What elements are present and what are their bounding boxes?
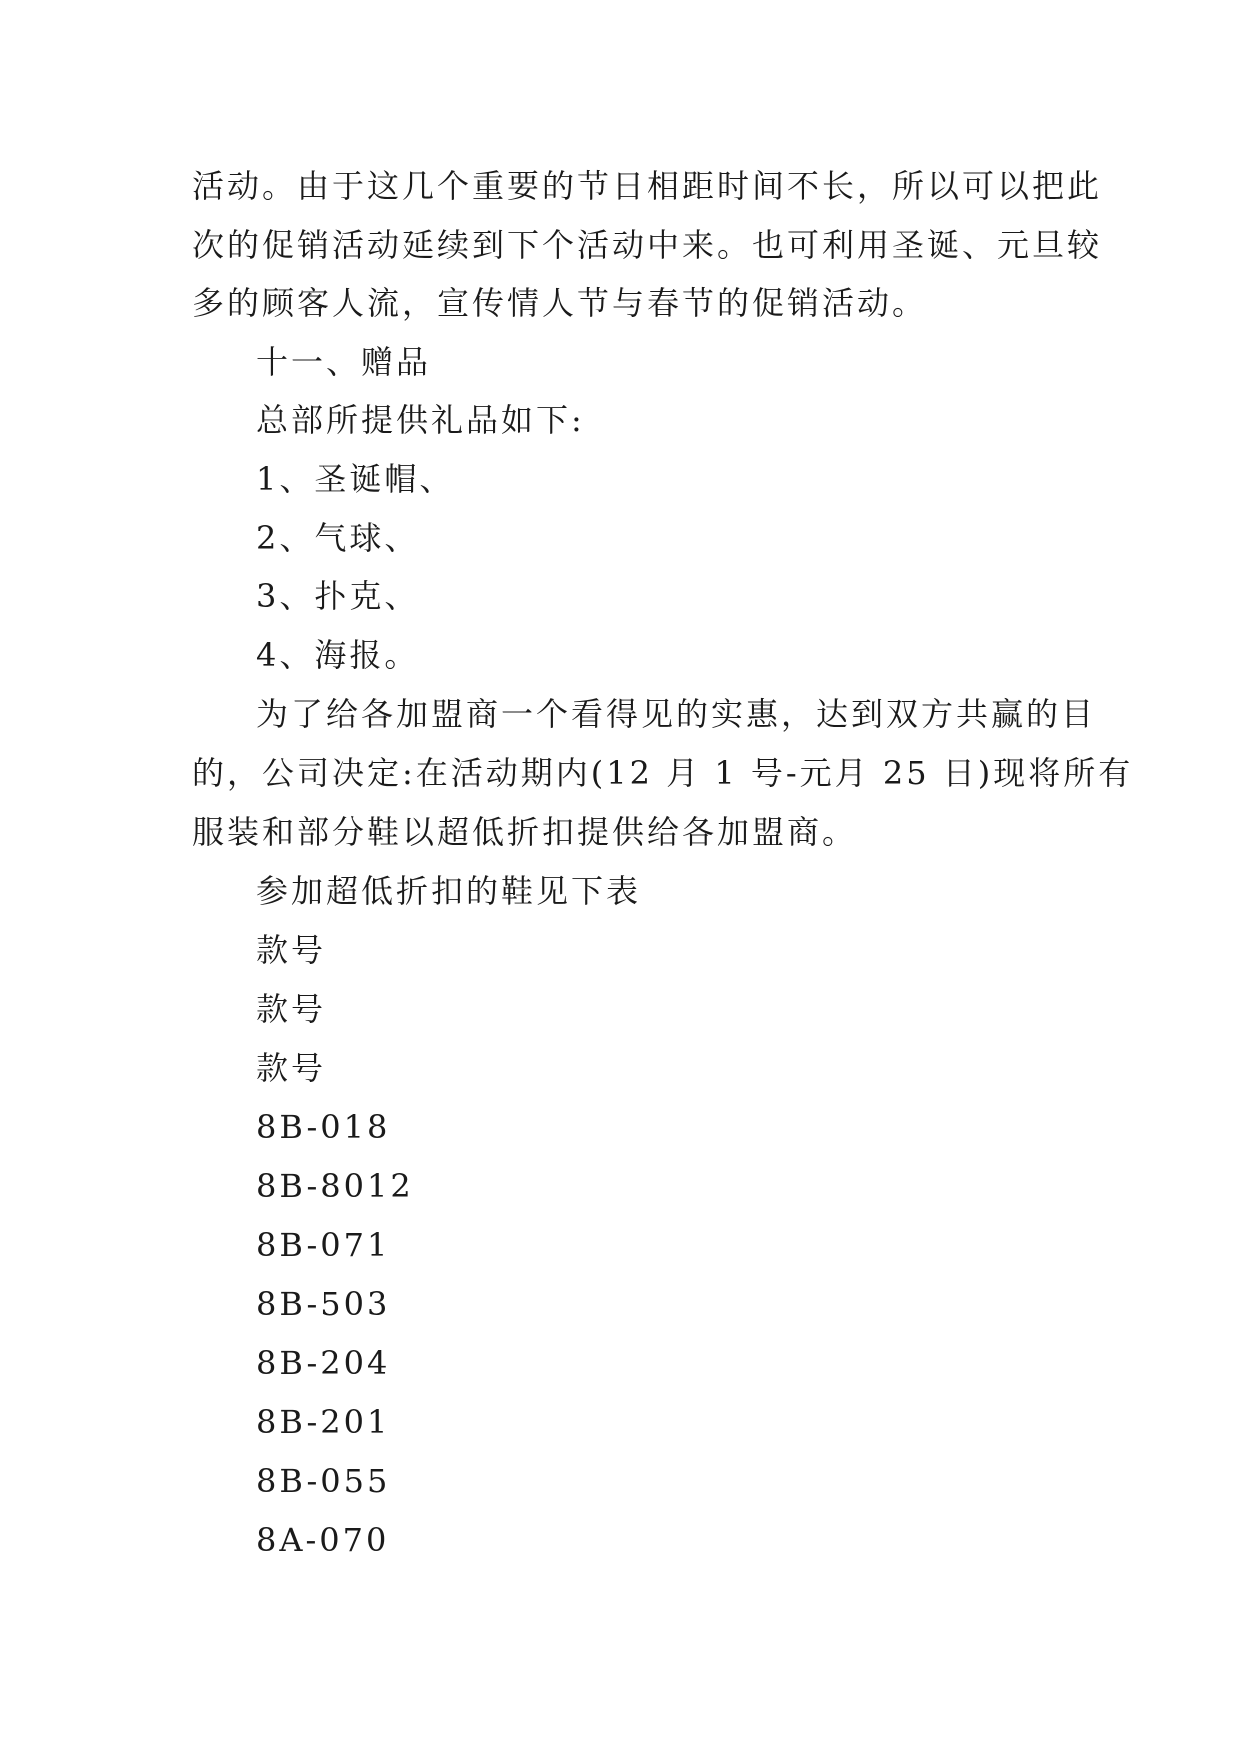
discount-paragraph-line: 服装和部分鞋以超低折扣提供给各加盟商。 xyxy=(192,813,858,851)
gift-list-item: 1、圣诞帽、 xyxy=(256,460,455,498)
discount-paragraph-line: 的，公司决定:在活动期内(12 月 1 号-元月 25 日)现将所有 xyxy=(192,754,1134,792)
style-number-item: 8B-201 xyxy=(256,1403,391,1441)
gift-list-item: 4、海报。 xyxy=(256,636,420,674)
table-header-style-number: 款号 xyxy=(256,1049,327,1087)
gift-list-item: 3、扑克、 xyxy=(256,577,420,615)
intro-paragraph-line: 活动。由于这几个重要的节日相距时间不长，所以可以把此 xyxy=(192,167,1103,205)
gifts-intro: 总部所提供礼品如下: xyxy=(256,401,585,439)
table-intro: 参加超低折扣的鞋见下表 xyxy=(256,872,642,910)
intro-paragraph-line: 多的顾客人流，宣传情人节与春节的促销活动。 xyxy=(192,284,928,322)
style-number-item: 8B-204 xyxy=(256,1344,391,1382)
discount-paragraph-line: 为了给各加盟商一个看得见的实惠，达到双方共赢的目 xyxy=(256,695,1097,733)
intro-paragraph-line: 次的促销活动延续到下个活动中来。也可利用圣诞、元旦较 xyxy=(192,226,1103,264)
style-number-item: 8B-503 xyxy=(256,1285,391,1323)
style-number-item: 8B-8012 xyxy=(256,1167,414,1205)
table-header-style-number: 款号 xyxy=(256,931,327,969)
section-heading-gifts: 十一、赠品 xyxy=(256,343,432,381)
style-number-item: 8B-055 xyxy=(256,1462,391,1500)
table-header-style-number: 款号 xyxy=(256,990,327,1028)
gift-list-item: 2、气球、 xyxy=(256,519,420,557)
style-number-item: 8B-071 xyxy=(256,1226,391,1264)
style-number-item: 8A-070 xyxy=(256,1521,390,1559)
style-number-item: 8B-018 xyxy=(256,1108,391,1146)
